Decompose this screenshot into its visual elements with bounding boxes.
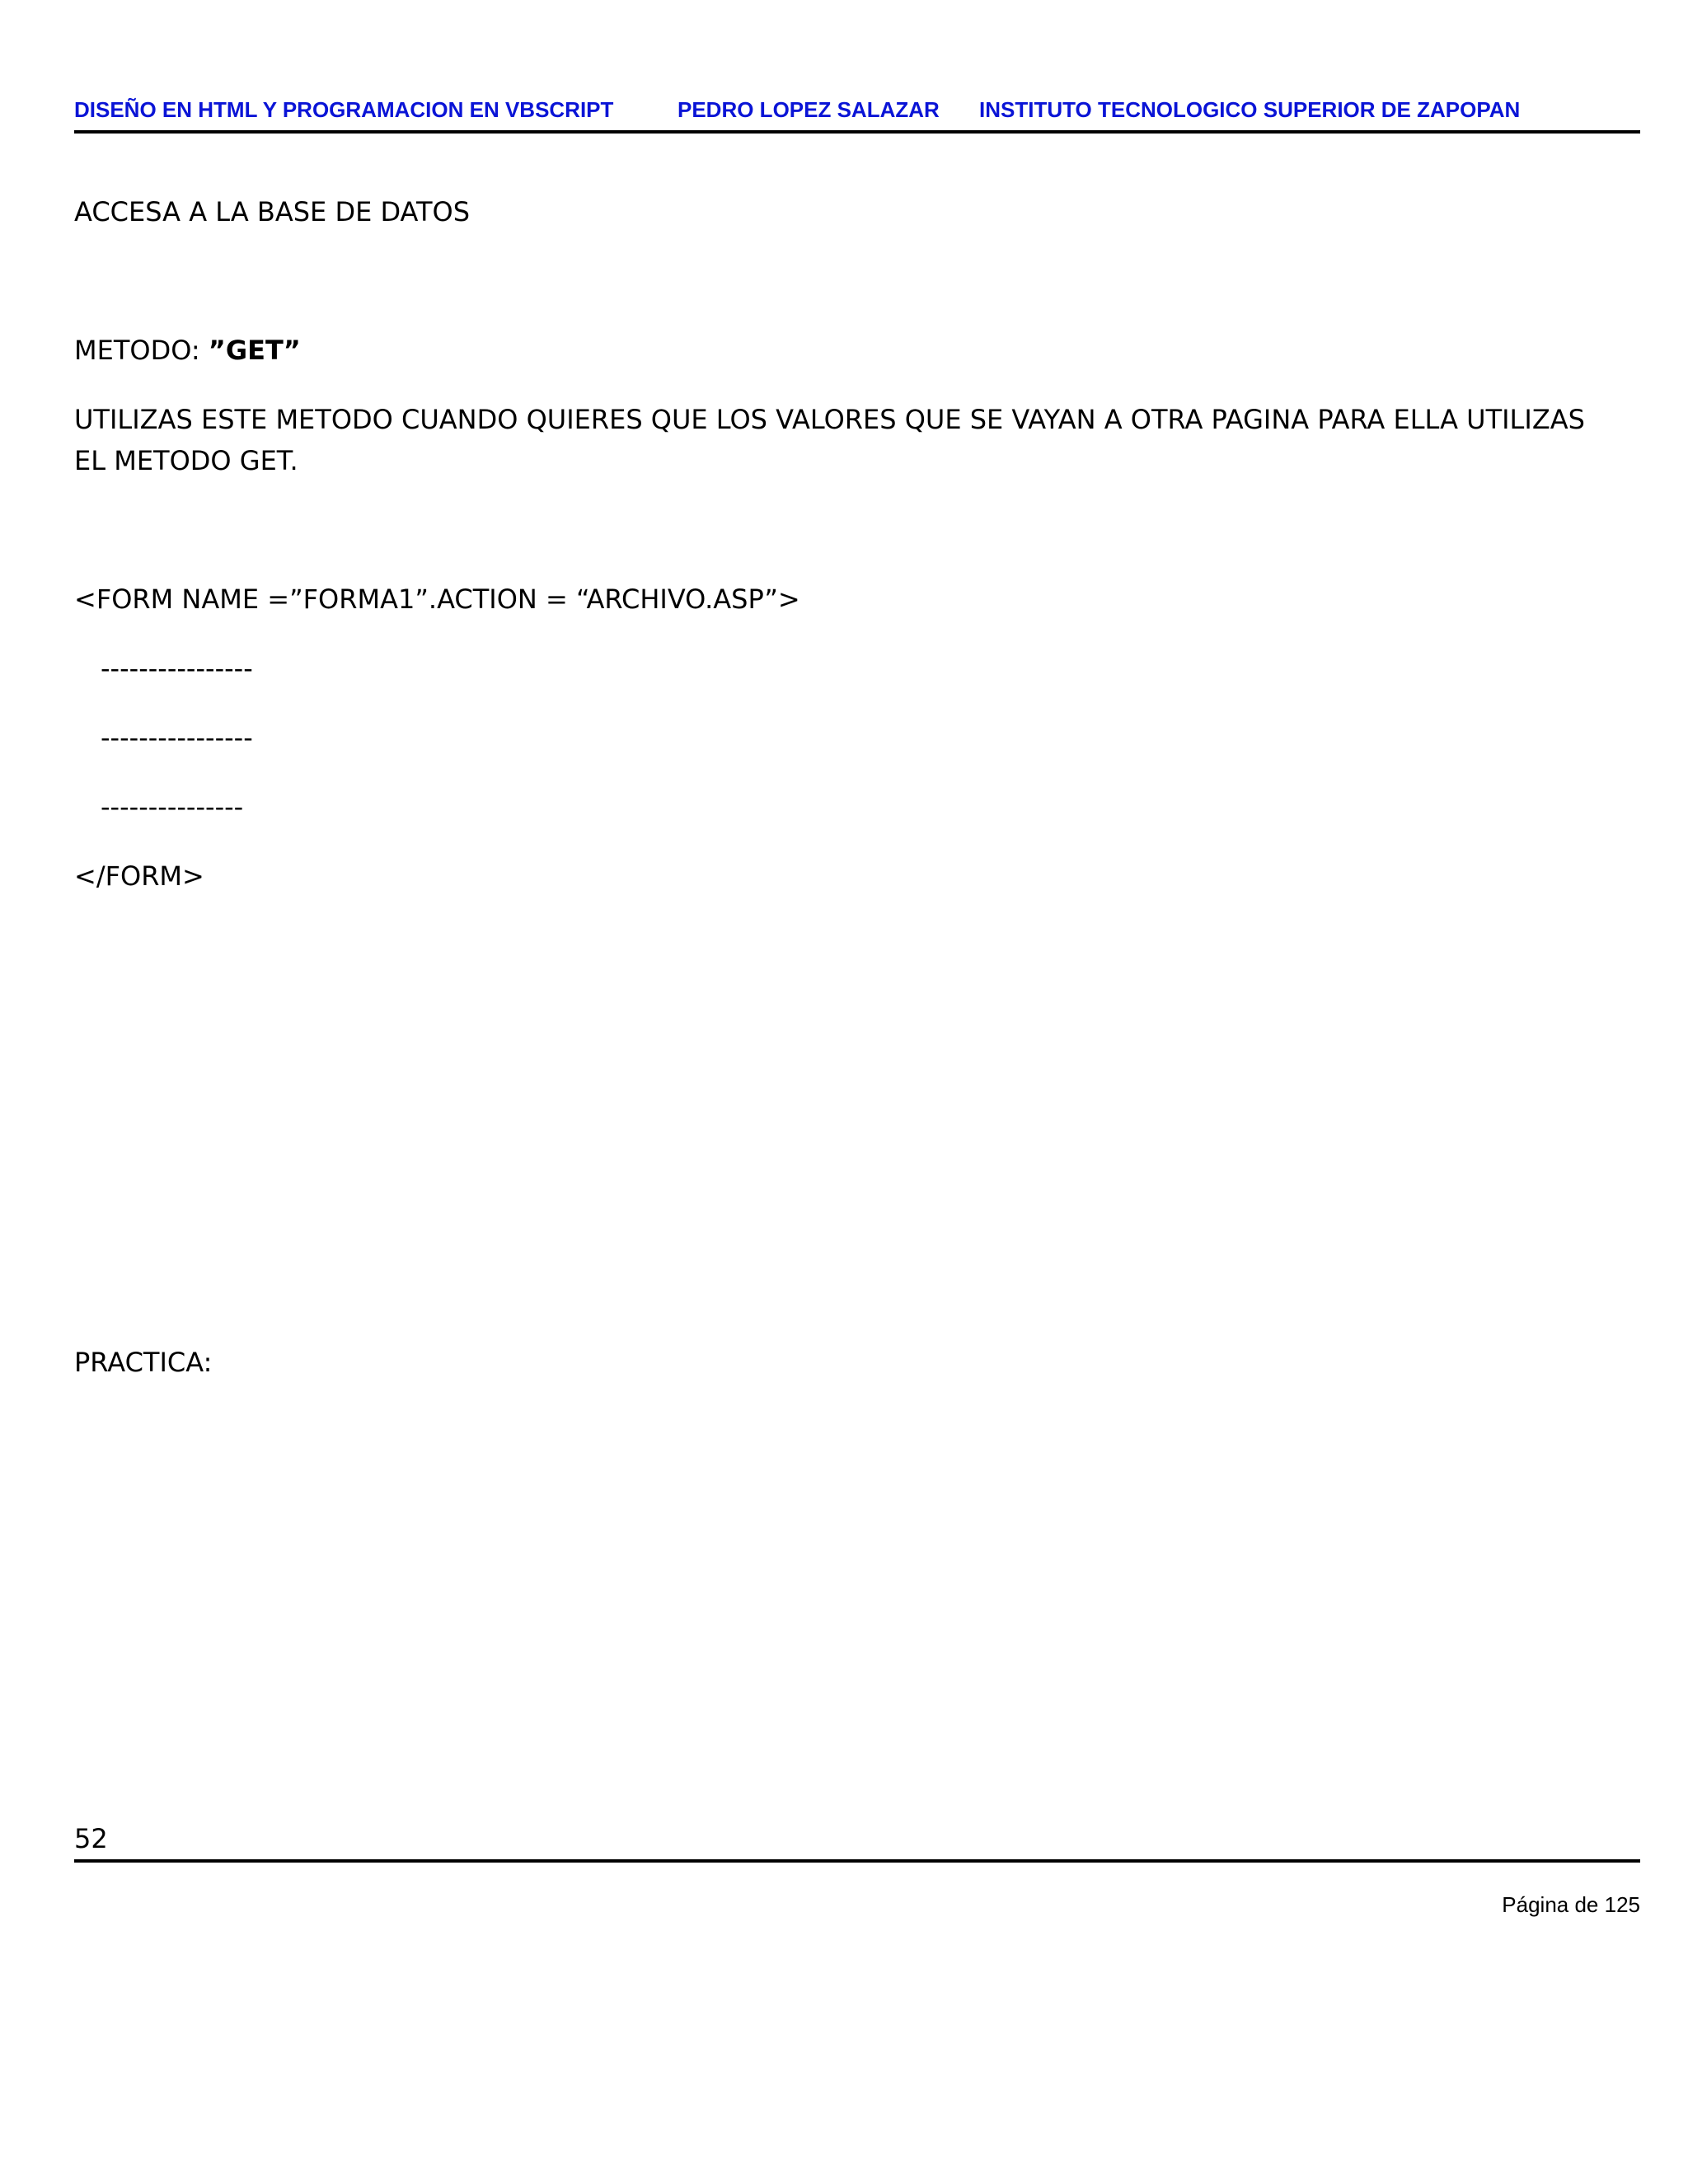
code-placeholder-line: ----------------: [101, 722, 253, 753]
page-header: [74, 92, 1640, 134]
section-title: ACCESA A LA BASE DE DATOS: [74, 196, 470, 227]
footer-divider: [74, 1859, 1640, 1863]
code-form-close: </FORM>: [74, 860, 204, 892]
code-placeholder-line: ----------------: [101, 653, 253, 684]
code-form-open: <FORM NAME =”FORMA1”.ACTION = “ARCHIVO.ASP”>: [74, 583, 800, 615]
practice-label: PRACTICA:: [74, 1347, 213, 1378]
method-label: METODO:: [74, 335, 209, 366]
method-value: ”GET”: [208, 335, 301, 366]
page-count: Página de 125: [1502, 1892, 1640, 1917]
header-author: PEDRO LOPEZ SALAZAR: [678, 97, 940, 122]
header-institution: INSTITUTO TECNOLOGICO SUPERIOR DE ZAPOPAN: [979, 97, 1521, 122]
page-number: 52: [74, 1823, 108, 1854]
code-placeholder-line: ---------------: [101, 791, 244, 823]
header-course-title: DISEÑO EN HTML Y PROGRAMACION EN VBSCRIPT: [74, 97, 614, 122]
method-line: [74, 330, 301, 371]
method-description: UTILIZAS ESTE METODO CUANDO QUIERES QUE LOS VALORES QUE SE VAYAN A OTRA PAGINA PARA ELLA UTILIZAS EL METODO GET.: [74, 404, 1585, 476]
